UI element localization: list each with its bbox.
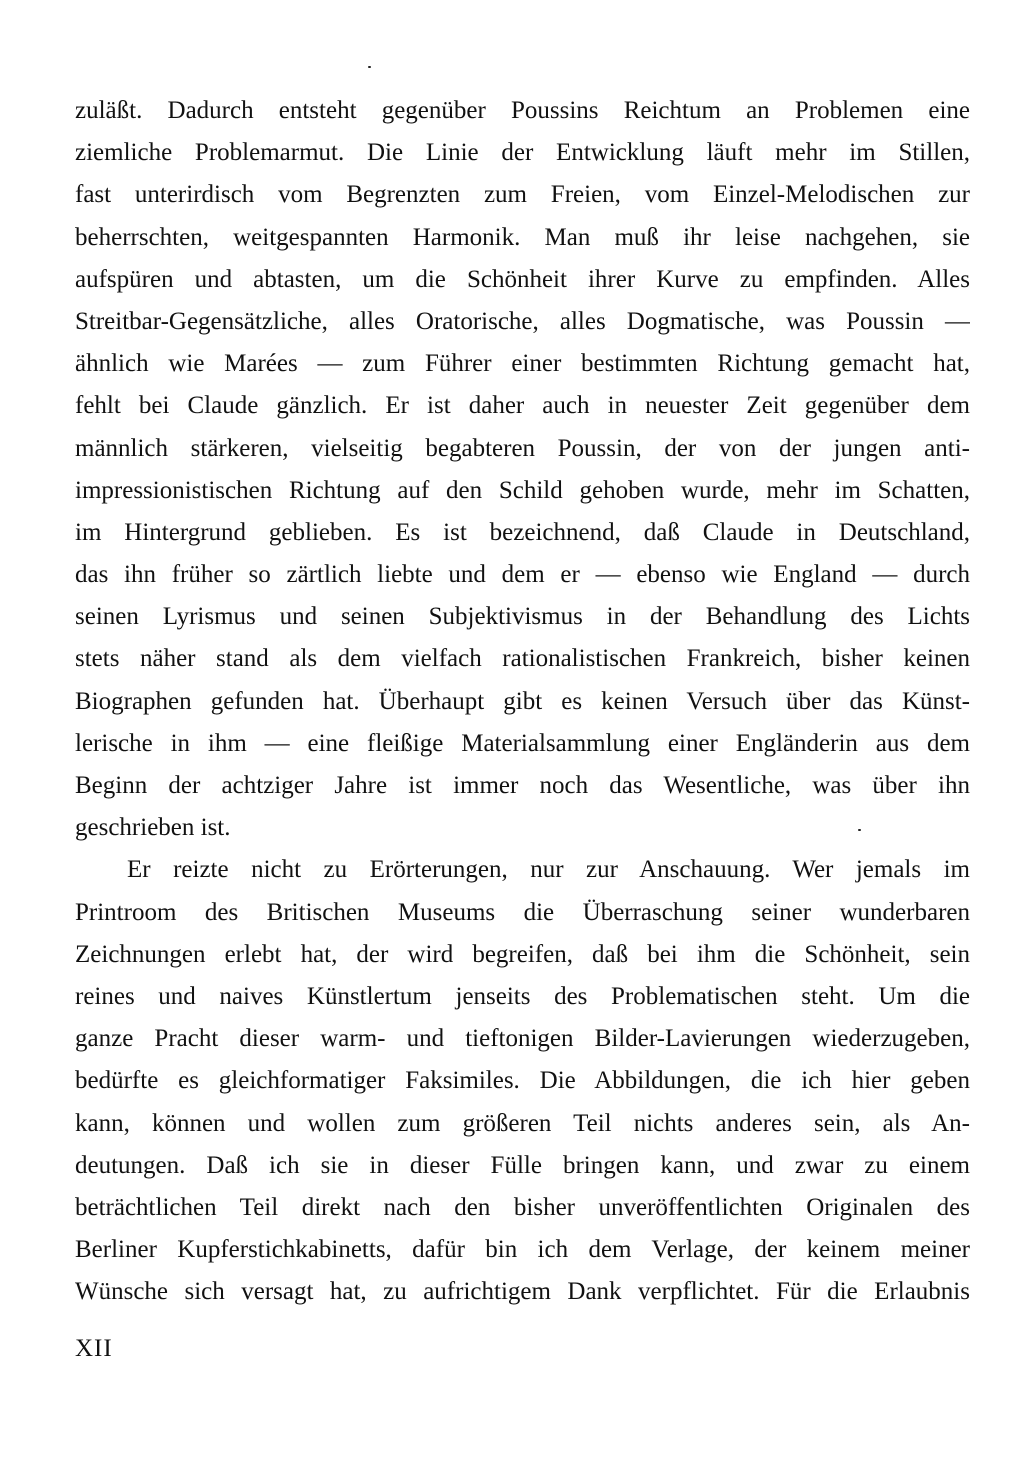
text-line: deutungen. Daß ich sie in dieser Fülle bringen kann, und zwar zu einem (75, 1151, 970, 1179)
text-line: beträchtlichen Teil direkt nach den bisher unveröffentlichten Originalen des (75, 1193, 970, 1221)
text-line: reines und naives Künstlertum jenseits des Problematischen steht. Um die (75, 982, 970, 1010)
body-text (75, 90, 970, 1313)
paragraph (75, 849, 970, 1313)
text-line: Er reizte nicht zu Erörterungen, nur zur Anschauung. Wer jemals im (127, 856, 970, 884)
text-line: geschrieben ist. (75, 814, 231, 842)
text-line: stets näher stand als dem vielfach rationalistischen Frankreich, bisher keinen (75, 645, 970, 673)
text-line: Biographen gefunden hat. Überhaupt gibt es keinen Versuch über das Künst- (75, 687, 970, 715)
text-line: fast unterirdisch vom Begrenzten zum Freien, vom Einzel-Melodischen zur (75, 181, 970, 209)
print-speck (368, 66, 371, 68)
text-line: das ihn früher so zärtlich liebte und dem er — ebenso wie England — durch (75, 561, 970, 589)
text-line: seinen Lyrismus und seinen Subjektivismus in der Behandlung des Lichts (75, 603, 970, 631)
text-line: Wünsche sich versagt hat, zu aufrichtigem Dank verpflichtet. Für die Erlaubnis (75, 1278, 970, 1306)
text-line: ziemliche Problemarmut. Die Linie der Entwicklung läuft mehr im Stillen, (75, 139, 970, 167)
text-line: Streitbar-Gegensätzliche, alles Oratorische, alles Dogmatische, was Poussin — (75, 307, 970, 335)
text-line: impressionistischen Richtung auf den Schild gehoben wurde, mehr im Schatten, (75, 476, 970, 504)
text-line: fehlt bei Claude gänzlich. Er ist daher auch in neuester Zeit gegenüber dem (75, 392, 970, 420)
text-line: zuläßt. Dadurch entsteht gegenüber Poussins Reichtum an Problemen eine (75, 97, 970, 124)
text-line: lerische in ihm — eine fleißige Materialsammlung einer Engländerin aus dem (75, 729, 970, 757)
text-line: im Hintergrund geblieben. Es ist bezeichnend, daß Claude in Deutschland, (75, 518, 970, 546)
text-line: männlich stärkeren, vielseitig begabteren Poussin, der von der jungen anti- (75, 434, 970, 462)
text-line: ähnlich wie Marées — zum Führer einer bestimmten Richtung gemacht hat, (75, 350, 970, 378)
text-line: aufspüren und abtasten, um die Schönheit ihrer Kurve zu empfinden. Alles (75, 265, 970, 293)
text-line: Beginn der achtziger Jahre ist immer noch das Wesentliche, was über ihn (75, 772, 970, 799)
text-line: beherrschten, weitgespannten Harmonik. Man muß ihr leise nachgehen, sie (75, 223, 970, 251)
text-line: Zeichnungen erlebt hat, der wird begreifen, daß bei ihm die Schönheit, sein (75, 940, 970, 968)
page-number: XII (75, 1335, 113, 1362)
text-line: Printroom des Britischen Museums die Überraschung seiner wunderbaren (75, 898, 970, 926)
text-line: Berliner Kupferstichkabinetts, dafür bin ich dem Verlage, der keinem meiner (75, 1236, 970, 1264)
text-line: kann, können und wollen zum größeren Teil nichts anderes sein, als An- (75, 1109, 970, 1137)
text-line: bedürfte es gleichformatiger Faksimiles. Die Abbildungen, die ich hier geben (75, 1067, 970, 1095)
text-line: ganze Pracht dieser warm- und tieftonigen Bilder-Lavierungen wiederzugeben, (75, 1025, 970, 1053)
paragraph (75, 90, 970, 849)
